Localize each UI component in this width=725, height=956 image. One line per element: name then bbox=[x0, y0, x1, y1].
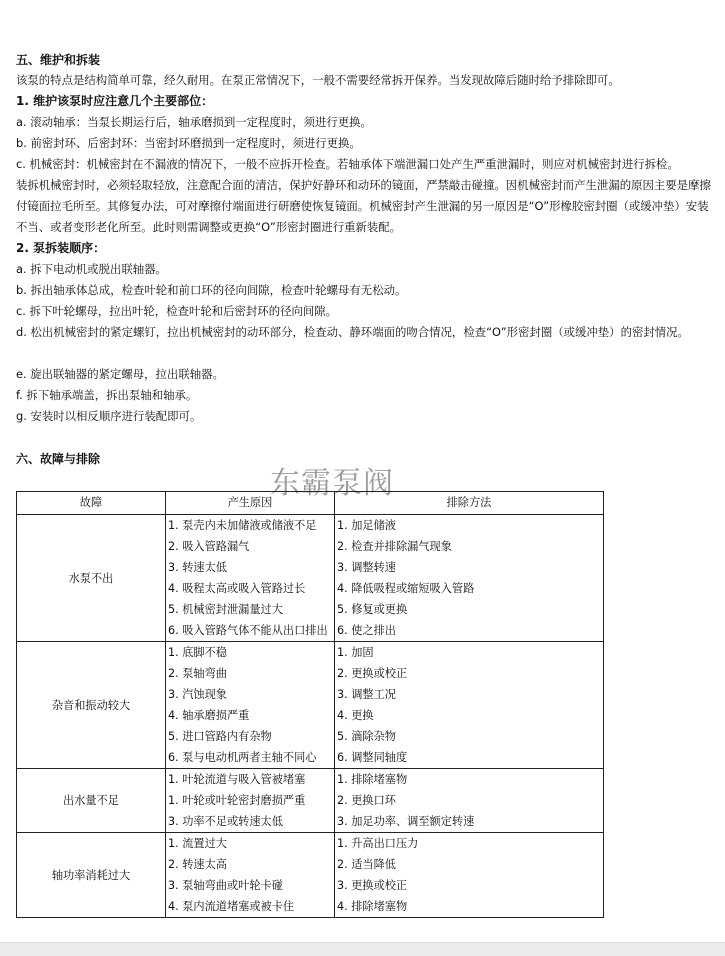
section5-intro: 该泵的特点是结构简单可靠，经久耐用。在泵正常情况下，一般不需要经常拆开保养。当发现故障后随时给予排除即可。 bbox=[16, 73, 620, 87]
maintenance-item: b. 前密封环、后密封环：当密封环磨损到一定程度时，须进行更换。 bbox=[16, 136, 361, 150]
bottom-scroll-bar bbox=[0, 942, 725, 956]
fault-cell: 轴功率消耗过大 bbox=[17, 833, 166, 918]
cause-line: 6. 吸入管路气体不能从出口排出 bbox=[168, 624, 328, 637]
cause-line: 5. 进口管路内有杂物 bbox=[168, 730, 272, 743]
remedy-line: 3. 调整工况 bbox=[337, 688, 396, 701]
cause-line: 4. 泵内流道堵塞或被卡住 bbox=[168, 900, 295, 913]
cause-line: 3. 转速太低 bbox=[168, 561, 227, 574]
remedy-line: 4. 降低吸程或缩短吸入管路 bbox=[337, 582, 475, 595]
section5-title: 五、维护和拆装 bbox=[16, 53, 101, 67]
cause-cell bbox=[166, 642, 335, 769]
remedy-line: 5. 滴除杂物 bbox=[337, 730, 396, 743]
fault-cell: 水泵不出 bbox=[17, 515, 166, 642]
cause-cell bbox=[166, 769, 335, 833]
cause-line: 4. 轴承磨损严重 bbox=[168, 709, 250, 722]
cause-line: 1. 流置过大 bbox=[168, 837, 227, 850]
cause-line: 1. 泵壳内未加储液或储液不足 bbox=[168, 519, 317, 532]
fault-table bbox=[16, 491, 604, 918]
disassembly-step: b. 拆出轴承体总成，检查叶轮和前口环的径向间隙，检查叶轮螺母有无松动。 bbox=[16, 283, 407, 297]
cause-line: 3. 功率不足或转速太低 bbox=[168, 815, 283, 828]
disassembly-step: g. 安装时以相反顺序进行装配即可。 bbox=[16, 409, 202, 423]
disassembly-subtitle: 2. 泵拆装顺序： bbox=[16, 241, 106, 255]
maintenance-item: c. 机械密封：机械密封在不漏液的情况下，一般不应拆开检查。若轴承体下端泄漏口处产生严重泄漏时，则应对机械密封进行拆检。 bbox=[16, 157, 679, 171]
cause-line: 2. 转速太高 bbox=[168, 858, 227, 871]
table-row bbox=[17, 833, 604, 918]
cause-line: 1. 叶轮流道与吸入管被堵塞 bbox=[168, 773, 306, 786]
remedy-line: 1. 加足储液 bbox=[337, 519, 396, 532]
remedy-line: 4. 排除堵塞物 bbox=[337, 900, 408, 913]
disassembly-step: a. 拆下电动机或脱出联轴器。 bbox=[16, 262, 167, 276]
cause-line: 1. 底脚不稳 bbox=[168, 646, 227, 659]
table-row bbox=[17, 642, 604, 769]
cause-cell bbox=[166, 515, 335, 642]
disassembly-step: e. 旋出联轴器的紧定螺母，拉出联轴器。 bbox=[16, 367, 224, 381]
remedy-line: 3. 加足功率、调至额定转速 bbox=[337, 815, 475, 828]
header-remedy: 排除方法 bbox=[335, 492, 604, 515]
fault-cell: 杂音和振动较大 bbox=[17, 642, 166, 769]
remedy-cell bbox=[335, 642, 604, 769]
maintenance-item: a. 滚动轴承：当泵长期运行后，轴承磨损到一定程度时，须进行更换。 bbox=[16, 115, 372, 129]
remedy-cell bbox=[335, 833, 604, 918]
remedy-cell bbox=[335, 515, 604, 642]
remedy-line: 3. 调整转速 bbox=[337, 561, 396, 574]
cause-line: 1. 叶轮或叶轮密封磨损严重 bbox=[168, 794, 306, 807]
remedy-line: 1. 加固 bbox=[337, 646, 374, 659]
remedy-line: 6. 调整同轴度 bbox=[337, 751, 408, 764]
remedy-line: 6. 使之排出 bbox=[337, 624, 396, 637]
cause-line: 2. 吸入管路漏气 bbox=[168, 540, 250, 553]
remedy-line: 1. 排除堵塞物 bbox=[337, 773, 408, 786]
cause-line: 3. 汽蚀现象 bbox=[168, 688, 227, 701]
cause-line: 6. 泵与电动机两者主轴不同心 bbox=[168, 751, 317, 764]
remedy-line: 3. 更换或校正 bbox=[337, 879, 408, 892]
table-header-row bbox=[17, 492, 604, 515]
cause-line: 3. 泵轴弯曲或叶轮卡碰 bbox=[168, 879, 283, 892]
cause-line: 2. 泵轴弯曲 bbox=[168, 667, 227, 680]
remedy-cell bbox=[335, 769, 604, 833]
cause-line: 5. 机械密封泄漏量过大 bbox=[168, 603, 283, 616]
disassembly-step: f. 拆下轴承端盖，拆出泵轴和轴承。 bbox=[16, 388, 198, 402]
watermark-text: 东霸泵阀 bbox=[270, 466, 394, 501]
mech-seal-paragraph: 装拆机械密封时，必须轻取轻放，注意配合面的清洁，保护好静环和动环的镜面，严禁敲击碰撞。因机械密封而产生泄漏的原因主要是摩擦付镜面拉毛所至。其修复办法，可对摩擦付端面进行研磨使恢复镜面。机械密封产生泄漏的另一原因是“O”形橡胶密封圈（或缓冲垫）安装不当、或者变形老化所至。此时则需调整或更换“O”形密封圈进行重新装配。 bbox=[16, 178, 711, 234]
cause-cell bbox=[166, 833, 335, 918]
remedy-line: 2. 更换或校正 bbox=[337, 667, 408, 680]
disassembly-step: d. 松出机械密封的紧定螺钉，拉出机械密封的动环部分，检查动、静环端面的吻合情况，检查“O”形密封圈（或缓冲垫）的密封情况。 bbox=[16, 325, 689, 339]
section6-title: 六、故障与排除 bbox=[16, 452, 101, 466]
remedy-line: 2. 更换口环 bbox=[337, 794, 396, 807]
remedy-line: 2. 适当降低 bbox=[337, 858, 396, 871]
cause-line: 4. 吸程太高或吸入管路过长 bbox=[168, 582, 306, 595]
table-row bbox=[17, 515, 604, 642]
remedy-line: 1. 升高出口压力 bbox=[337, 837, 419, 850]
header-fault: 故障 bbox=[17, 492, 166, 515]
remedy-line: 5. 修复或更换 bbox=[337, 603, 408, 616]
disassembly-step: c. 拆下叶轮螺母，拉出叶轮，检查叶轮和后密封环的径向间隙。 bbox=[16, 304, 338, 318]
fault-cell: 出水量不足 bbox=[17, 769, 166, 833]
header-cause: 产生原因 bbox=[166, 492, 335, 515]
table-row bbox=[17, 769, 604, 833]
maintenance-subtitle: 1. 维护该泵时应注意几个主要部位： bbox=[16, 94, 214, 108]
remedy-line: 2. 检查并排除漏气现象 bbox=[337, 540, 452, 553]
remedy-line: 4. 更换 bbox=[337, 709, 374, 722]
